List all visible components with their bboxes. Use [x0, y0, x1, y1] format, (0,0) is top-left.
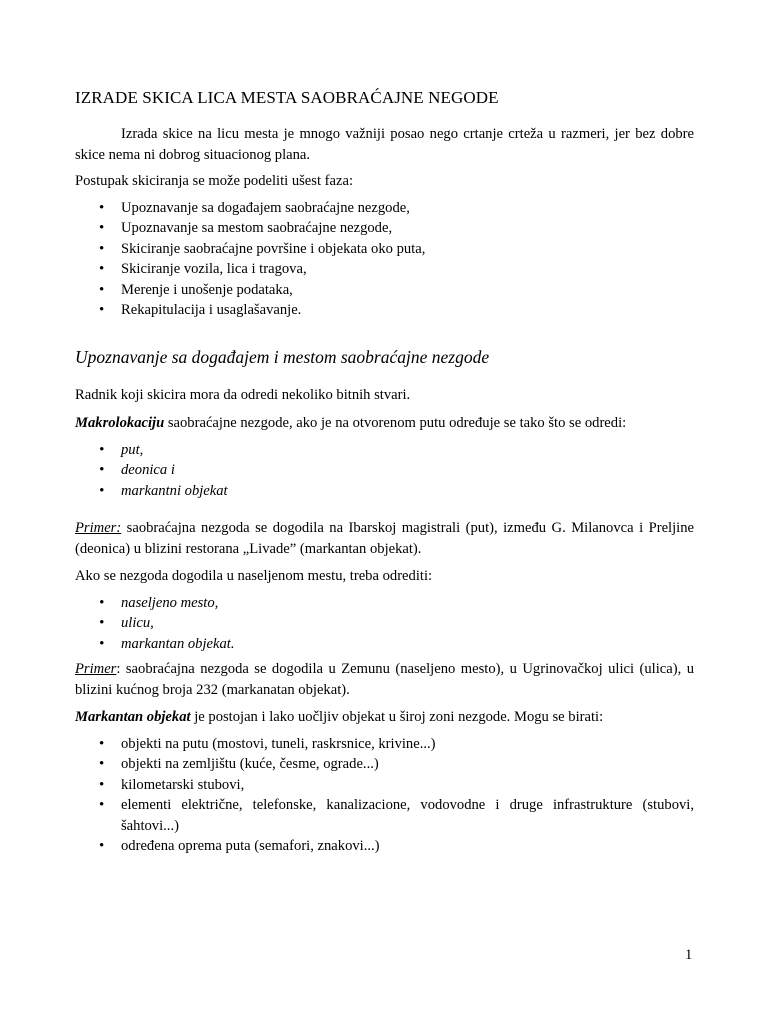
- macro-term: Makrolokaciju: [75, 415, 165, 431]
- list-item: • kilometarski stubovi,: [75, 775, 694, 795]
- list-item: • naseljeno mesto,: [75, 593, 694, 613]
- list-item: • Merenje i unošenje podataka,: [75, 280, 694, 300]
- list-item: • elementi električne, telefonske, kanalizacione, vodovodne i druge infrastrukture (stubovi, šahtovi...): [75, 795, 694, 836]
- page-title: IZRADE SKICA LICA MESTA SAOBRAĆAJNE NEGODE: [75, 88, 499, 107]
- list-item: • put,: [75, 440, 694, 460]
- macro-text: saobraćajne nezgode, ako je na otvorenom putu određuje se tako što se odredi:: [164, 415, 627, 431]
- list-item: • Skiciranje vozila, lica i tragova,: [75, 259, 694, 279]
- example2-label: Primer: [75, 661, 117, 677]
- list-item: • Upoznavanje sa mestom saobraćajne nezgode,: [75, 218, 694, 238]
- list-item: • deonica i: [75, 460, 694, 480]
- landmark-list: [75, 734, 694, 856]
- example1-paragraph: [75, 518, 694, 560]
- settlement-list: [75, 593, 694, 654]
- page-number: 1: [685, 947, 693, 963]
- list-item: • Upoznavanje sa događajem saobraćajne nezgode,: [75, 198, 694, 218]
- list-item: • objekti na zemljištu (kuće, česme, ograde...): [75, 754, 694, 774]
- example2-paragraph: [75, 659, 694, 701]
- list-item: • markantni objekat: [75, 481, 694, 501]
- example2-text: : saobraćajna nezgoda se dogodila u Zemunu (naseljeno mesto), u Ugrinovačkoj ulici (ulica), u blizini kućnog broja 232 (markanatan objekat).: [75, 661, 694, 698]
- settlement-paragraph: Ako se nezgoda dogodila u naseljenom mestu, treba odrediti:: [75, 568, 433, 584]
- list-item: • određena oprema puta (semafori, znakovi...): [75, 836, 694, 856]
- list-item: • objekti na putu (mostovi, tuneli, raskrsnice, krivine...): [75, 734, 694, 754]
- landmark-text: je postojan i lako uočljiv objekat u široj zoni nezgode. Mogu se birati:: [190, 709, 604, 725]
- list-item: • ulicu,: [75, 613, 694, 633]
- phases-intro: Postupak skiciranja se može podeliti ušest faza:: [75, 173, 354, 189]
- list-item: • Rekapitulacija i usaglašavanje.: [75, 300, 694, 320]
- list-item: • markantan objekat.: [75, 634, 694, 654]
- example1-text: saobraćajna nezgoda se dogodila na Ibarskoj magistrali (put), između G. Milanovca i Preljine (deonica) u blizini restorana „Livade” (markantan objekat).: [75, 520, 694, 557]
- landmark-paragraph: [75, 707, 694, 728]
- phases-list: [75, 198, 694, 320]
- intro-paragraph: Izrada skice na licu mesta je mnogo važniji posao nego crtanje crteža u razmeri, jer bez dobre skice nema ni dobrog situacionog plana.: [75, 126, 694, 163]
- worker-paragraph: Radnik koji skicira mora da odredi nekoliko bitnih stvari.: [75, 387, 411, 403]
- section-heading: Upoznavanje sa događajem i mestom saobraćajne nezgode: [75, 347, 490, 367]
- macro-list: [75, 440, 694, 501]
- macro-paragraph: [75, 413, 694, 434]
- landmark-term: Markantan objekat: [75, 709, 191, 725]
- example1-label: Primer:: [75, 520, 122, 536]
- list-item: • Skiciranje saobraćajne površine i objekata oko puta,: [75, 239, 694, 259]
